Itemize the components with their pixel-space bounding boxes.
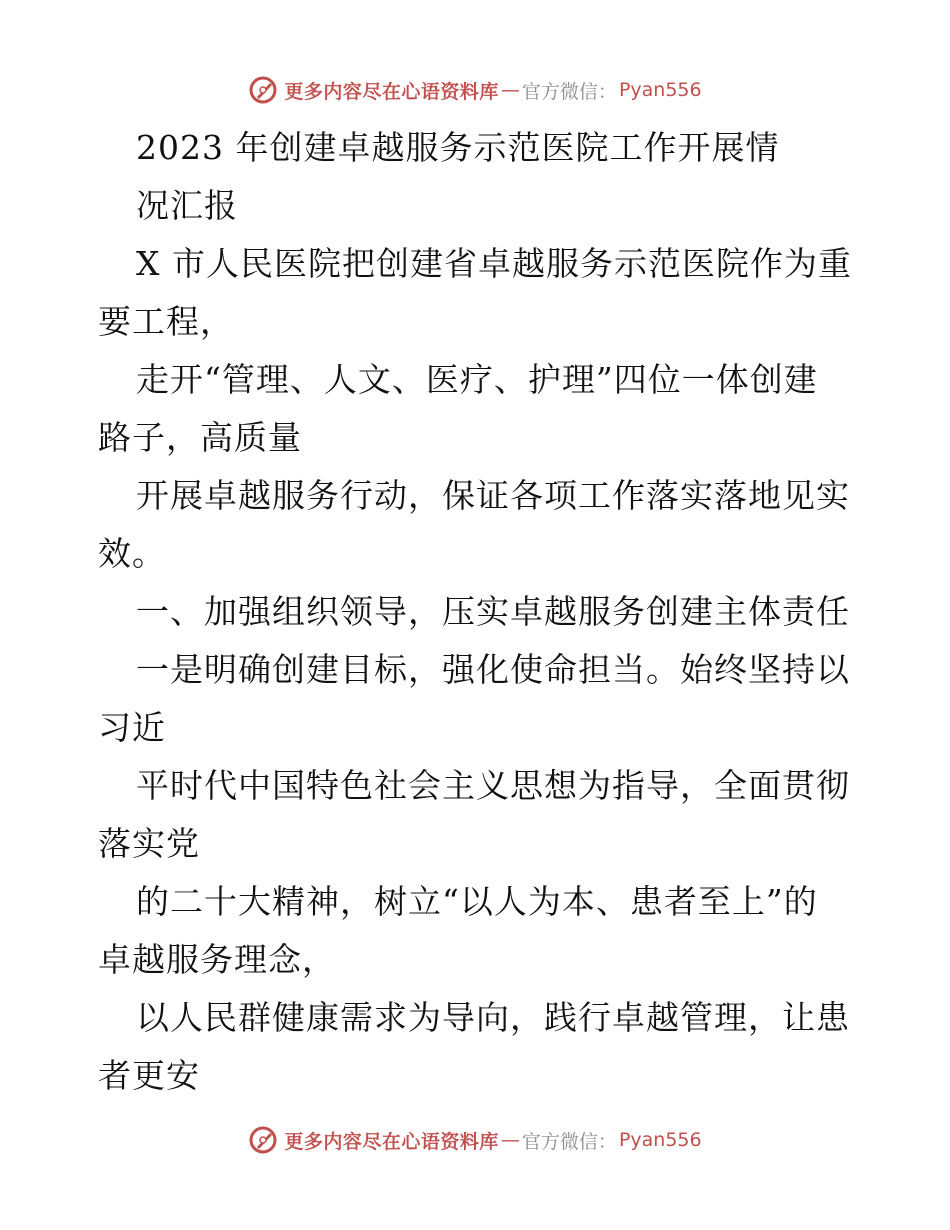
doc-line: 平时代中国特色社会主义思想为指导，全面贯彻 bbox=[136, 766, 850, 805]
doc-line: 的二十大精神，树立“以人为本、患者至上”的 bbox=[136, 882, 818, 921]
banner-text: 更多内容尽在心语资料库 bbox=[284, 1130, 499, 1153]
doc-line: 卓越服务理念， bbox=[98, 940, 336, 979]
doc-line: 开展卓越服务行动，保证各项工作落实落地见实 bbox=[136, 476, 850, 515]
banner-account: Pyan556 bbox=[618, 79, 702, 101]
doc-line: 效。 bbox=[98, 534, 166, 573]
quill-circle-logo-icon bbox=[248, 1125, 278, 1155]
banner-text: 更多内容尽在心语资料库 bbox=[284, 80, 499, 103]
doc-line: 要工程， bbox=[98, 302, 234, 341]
doc-line: X 市人民医院把创建省卓越服务示范医院作为重 bbox=[136, 244, 852, 283]
doc-line: 落实党 bbox=[98, 824, 200, 863]
doc-line: 者更安 bbox=[98, 1056, 200, 1095]
doc-line: 一是明确创建目标，强化使命担当。始终坚持以 bbox=[136, 650, 850, 689]
doc-title-line-2: 况汇报 bbox=[136, 186, 238, 225]
header-banner bbox=[0, 70, 950, 110]
banner-wechat-label: 官方微信： bbox=[521, 1130, 617, 1153]
doc-line: 以人民群健康需求为导向，践行卓越管理，让患 bbox=[136, 998, 850, 1037]
banner-dash: — bbox=[500, 79, 520, 101]
banner-dash: — bbox=[500, 1129, 520, 1151]
doc-line: 走开“管理、人文、医疗、护理”四位一体创建 bbox=[136, 360, 818, 399]
doc-line: 路子，高质量 bbox=[98, 418, 302, 457]
footer-banner bbox=[0, 1120, 950, 1160]
banner-account: Pyan556 bbox=[618, 1129, 702, 1151]
doc-line: 习近 bbox=[98, 708, 166, 747]
doc-section-heading: 一、加强组织领导，压实卓越服务创建主体责任 bbox=[136, 592, 850, 631]
quill-circle-logo-icon bbox=[248, 75, 278, 105]
doc-title-line-1: 2023 年创建卓越服务示范医院工作开展情 bbox=[136, 128, 780, 167]
banner-wechat-label: 官方微信： bbox=[521, 80, 617, 103]
